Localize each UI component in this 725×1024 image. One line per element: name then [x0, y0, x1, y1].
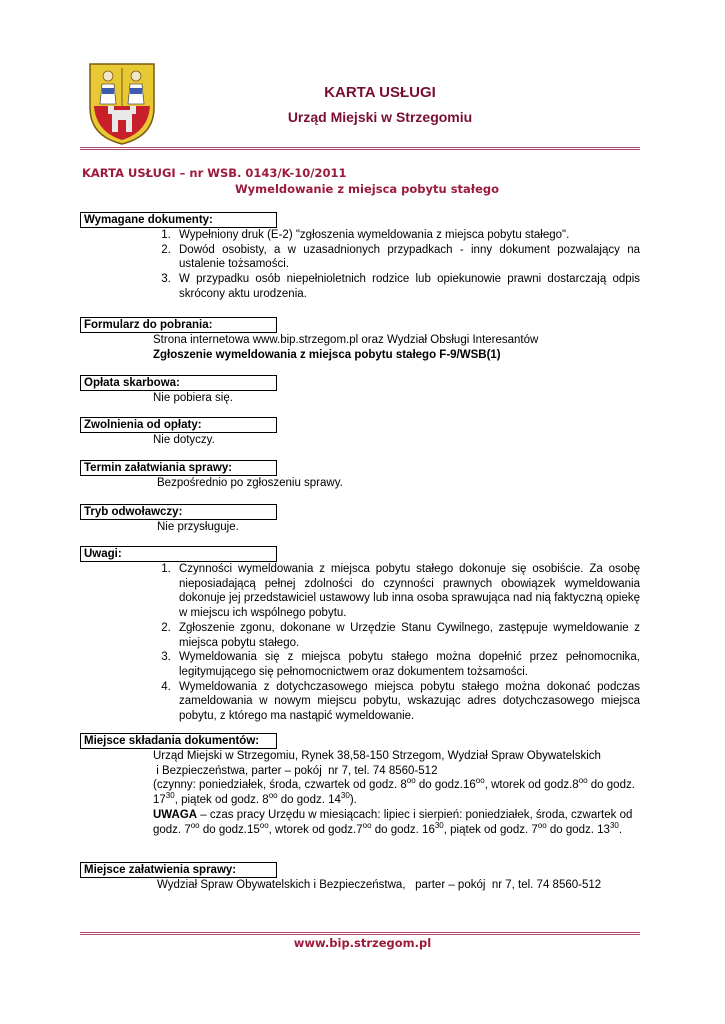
list-item: 1. Wypełniony druk (E-2) "zgłoszenia wymeldowania z miejsca pobytu stałego". [174, 228, 640, 243]
submission-address [80, 749, 640, 837]
coat-of-arms-icon [88, 62, 156, 146]
list-item: 2. Zgłoszenie zgonu, dokonane w Urzędzie Stanu Cywilnego, zastępuje wymeldowanie z miejsca pobytu stałego. [174, 621, 640, 650]
required-docs-list [80, 228, 640, 302]
list-item: 4. Wymeldowania z dotychczasowego miejsca pobytu stałego można dokonać podczas zameldowania w nowym miejscu pobytu, wskazując adres dotychczasowego miejsca pobytu, z którego ma nastąpić wymeldowanie. [174, 680, 640, 724]
summer-hours-warning: UWAGA – czas pracy Urzędu w miesiącach: lipiec i sierpień: poniedziałek, środa, czwartek od godz. $7^{oo}$ do $godz.15^{oo}$, wtorek od $godz.7^{oo}$ do godz. $16^{30}$, piątek od godz. $7^{oo}$ do godz. $13^{30}$. [153, 808, 633, 836]
section-form [80, 317, 640, 362]
document-id: KARTA USŁUGI – nr WSB. 0143/K-10/2011 [82, 166, 347, 180]
section-label: Uwagi: [80, 546, 277, 562]
section-label: Zwolnienia od opłaty: [80, 417, 277, 433]
notes-list [80, 562, 640, 724]
page-title: KARTA USŁUGI [324, 84, 436, 101]
form-source: Strona internetowa www.bip.strzegom.pl oraz Wydział Obsługi Interesantów [153, 334, 539, 346]
fee-value: Nie pobiera się. [153, 392, 233, 404]
section-label: Miejsce składania dokumentów: [80, 733, 277, 749]
footer-divider [80, 932, 640, 935]
handling-value: Wydział Spraw Obywatelskich i Bezpieczeństwa, parter – pokój nr 7, tel. 74 8560-512 [157, 879, 602, 891]
section-deadline [80, 460, 640, 491]
list-item: 3. W przypadku osób niepełnioletnich rodzice lub opiekunowie prawni dostarczają odpis skrócony aktu urodzenia. [174, 272, 640, 301]
section-label: Wymagane dokumenty: [80, 212, 277, 228]
section-notes [80, 546, 640, 724]
exemptions-value: Nie dotyczy. [153, 434, 215, 446]
address-line: i Bezpieczeństwa, parter – pokój nr 7, tel. 74 8560-512 [153, 764, 438, 777]
section-required-docs [80, 212, 640, 302]
appeal-value: Nie przysługuje. [157, 521, 239, 533]
list-item: 3. Wymeldowania się z miejsca pobytu stałego można dopełnić przez pełnomocnika, legitymującego się pełnomocnictwem oraz dokumentem tożsamości. [174, 650, 640, 679]
section-submission [80, 733, 640, 837]
section-label: Miejsce załatwienia sprawy: [80, 862, 277, 878]
section-label: Formularz do pobrania: [80, 317, 277, 333]
form-name: Zgłoszenie wymeldowania z miejsca pobytu stałego F-9/WSB(1) [153, 348, 501, 361]
section-handling [80, 862, 640, 893]
deadline-value: Bezpośrednio po zgłoszeniu sprawy. [157, 477, 343, 489]
section-label: Tryb odwoławczy: [80, 504, 277, 520]
section-label: Opłata skarbowa: [80, 375, 277, 391]
office-hours: (czynny: poniedziałek, środa, czwartek od godz. $8^{oo}$ do $godz.16^{oo}$, wtorek od $godz.8^{oo}$ do godz. $17^{30}$, piątek od godz. $8^{oo}$ do godz. $14^{30}$). [153, 776, 635, 807]
office-name: Urząd Miejski w Strzegomiu [287, 109, 473, 125]
section-exemptions [80, 417, 640, 448]
footer-url[interactable]: www.bip.strzegom.pl [293, 936, 432, 950]
section-fee [80, 375, 640, 406]
document-subject: Wymeldowanie z miejsca pobytu stałego [235, 182, 499, 196]
list-item: 1. Czynności wymeldowania z miejsca pobytu stałego dokonuje się osobiście. Za osobę nieposiadającą pełnej zdolności do czynności prawnych obowiązek wymeldowania dokonuje jej przedstawiciel ustawowy lub inna osoba sprawująca nad nią faktyczną opiekę w miejscu ich wspólnego pobytu. [174, 562, 640, 621]
list-item: 2. Dowód osobisty, a w uzasadnionych przypadkach - inny dokument pozwalający na ustalenie tożsamości. [174, 243, 640, 272]
address-line: Urząd Miejski w Strzegomiu, Rynek 38,58-150 Strzegom, Wydział Spraw Obywatelskich [153, 750, 601, 762]
section-label: Termin załatwiania sprawy: [80, 460, 277, 476]
header-divider [80, 147, 640, 150]
section-appeal [80, 504, 640, 535]
